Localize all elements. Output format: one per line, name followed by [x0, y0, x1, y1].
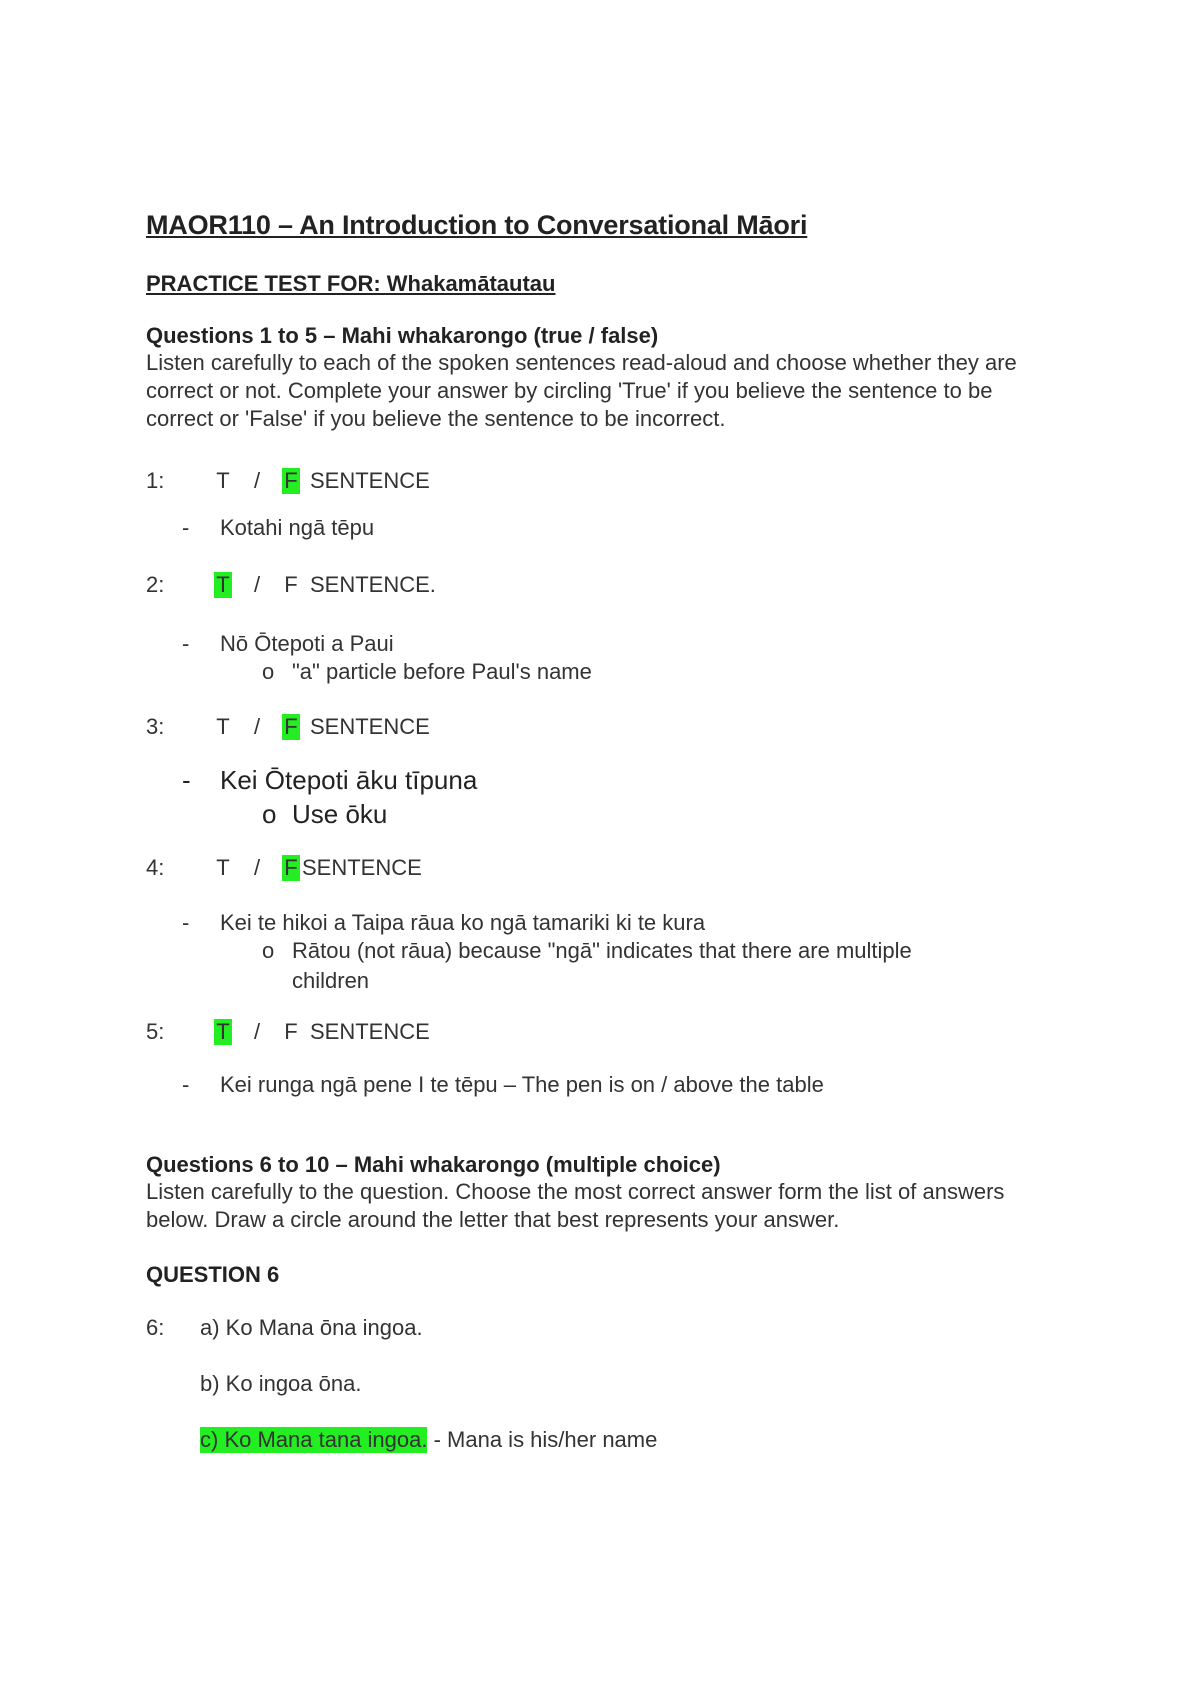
question-number: 5: [146, 1019, 165, 1044]
question-number: 2: [146, 572, 165, 597]
section1-heading: Questions 1 to 5 – Mahi whakarongo (true / false) [146, 323, 659, 348]
true-option-highlighted: T [214, 1019, 232, 1045]
note-text: Rātou (not rāua) because "ngā" indicates that there are multiple children [292, 938, 912, 993]
tf-row-4 [146, 848, 1046, 888]
separator: / [253, 468, 261, 493]
true-option: T [216, 714, 230, 739]
option-text-highlighted: c) Ko Mana tana ingoa. [200, 1427, 428, 1452]
answer-text: Nō Ōtepoti a Paui [220, 631, 394, 656]
dash-marker: - [182, 1072, 190, 1097]
question-number: 1: [146, 468, 165, 493]
dash-marker: - [182, 765, 191, 795]
answer-item-3 [146, 765, 1046, 796]
true-option: T [216, 468, 230, 493]
question-number: 6: [146, 1315, 165, 1340]
answer-note-2 [146, 657, 1046, 687]
separator: / [253, 1019, 261, 1044]
sentence-label: SENTENCE [310, 1019, 430, 1044]
document-subtitle: PRACTICE TEST FOR: Whakamātautau [146, 271, 556, 296]
section2-heading: Questions 6 to 10 – Mahi whakarongo (multiple choice) [146, 1152, 721, 1177]
answer-item-1 [146, 515, 1046, 541]
bullet-marker: o [262, 799, 277, 829]
false-option-highlighted: F [282, 714, 300, 740]
sentence-label: SENTENCE [302, 855, 422, 880]
question-6-label: QUESTION 6 [146, 1262, 280, 1287]
option-text: a) Ko Mana ōna ingoa. [200, 1315, 423, 1340]
false-option: F [284, 572, 298, 597]
document-title: MAOR110 – An Introduction to Conversational Māori [146, 210, 808, 240]
sentence-label: SENTENCE [310, 468, 430, 493]
separator: / [253, 572, 261, 597]
tf-row-3 [146, 707, 1046, 747]
answer-note-3 [146, 796, 1046, 832]
false-option-highlighted: F [282, 468, 300, 494]
mc-option-c [146, 1412, 1046, 1468]
tf-row-5 [146, 1012, 1046, 1052]
dash-marker: - [182, 631, 190, 656]
answer-item-2 [146, 631, 1046, 657]
bullet-marker: o [262, 659, 275, 684]
answer-text: Kei Ōtepoti āku tīpuna [220, 765, 478, 795]
option-text: b) Ko ingoa ōna. [200, 1371, 362, 1396]
mc-option-b [146, 1356, 1046, 1412]
true-option-highlighted: T [214, 572, 232, 598]
tf-row-1 [146, 461, 1046, 501]
true-option: T [216, 855, 230, 880]
section1-instructions: Listen carefully to each of the spoken sentences read-aloud and choose whether they are correct or not. Complete your answer by circling 'True' if you believe the sentence to be correct or 'False' if you believe the sentence to be incorrect. [146, 350, 1017, 431]
tf-row-2 [146, 565, 1046, 605]
answer-item-4 [146, 910, 1046, 936]
answer-item-5 [146, 1072, 1046, 1098]
sentence-label: SENTENCE. [310, 572, 436, 597]
question-number: 4: [146, 855, 165, 880]
dash-marker: - [182, 515, 190, 540]
false-option-highlighted: F [282, 855, 300, 881]
section2-instructions: Listen carefully to the question. Choose the most correct answer form the list of answers below. Draw a circle around the letter that best represents your answer. [146, 1179, 1005, 1232]
bullet-marker: o [262, 938, 275, 963]
answer-note-4 [146, 936, 1046, 996]
mc-option-a [146, 1300, 1046, 1356]
note-text: Use ōku [292, 799, 388, 829]
answer-text: Kei runga ngā pene I te tēpu – The pen is on / above the table [220, 1072, 824, 1097]
separator: / [253, 714, 261, 739]
separator: / [253, 855, 261, 880]
option-note: - Mana is his/her name [427, 1427, 658, 1452]
answer-text: Kotahi ngā tēpu [220, 515, 375, 540]
answer-text: Kei te hikoi a Taipa rāua ko ngā tamariki ki te kura [220, 910, 706, 935]
dash-marker: - [182, 910, 190, 935]
document-page [146, 210, 1046, 1468]
false-option: F [284, 1019, 298, 1044]
question-number: 3: [146, 714, 165, 739]
note-text: "a" particle before Paul's name [292, 659, 592, 684]
sentence-label: SENTENCE [310, 714, 430, 739]
